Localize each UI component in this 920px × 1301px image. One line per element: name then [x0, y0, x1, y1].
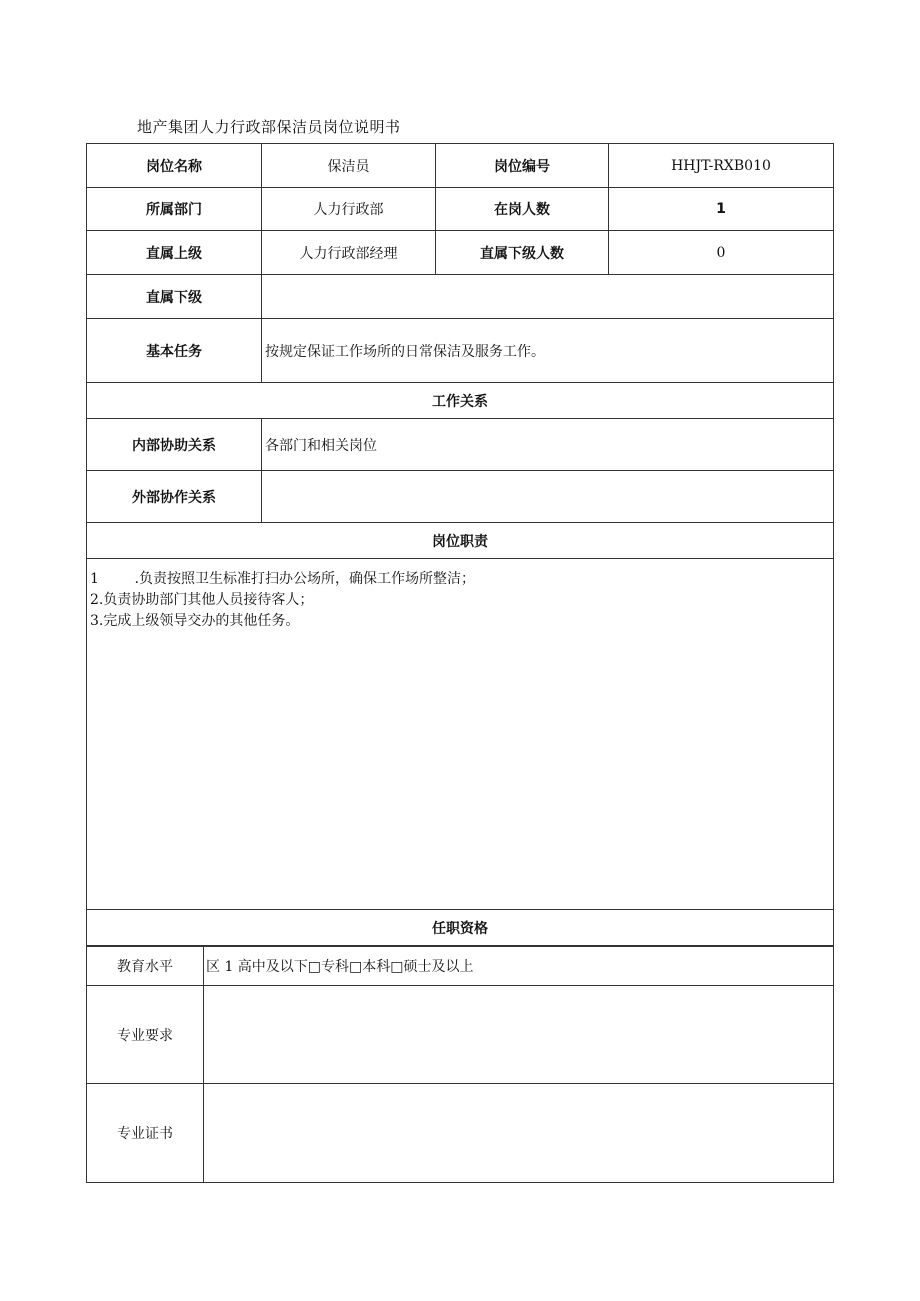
internal-relation-value: 各部门和相关岗位	[262, 419, 834, 471]
certificate-value	[204, 1084, 834, 1183]
subordinate-count-value: 0	[609, 231, 834, 275]
task-label: 基本任务	[87, 319, 262, 383]
duty-item: 1 .负责按照卫生标准打扫办公场所，确保工作场所整洁；	[90, 571, 475, 587]
external-relation-value	[262, 471, 834, 523]
department-label: 所属部门	[87, 188, 262, 231]
row-superior	[87, 231, 834, 275]
row-department	[87, 188, 834, 231]
duties-section-title: 岗位职责	[87, 523, 834, 559]
external-relation-label: 外部协作关系	[87, 471, 262, 523]
row-education	[87, 947, 834, 986]
subordinate-count-label: 直属下级人数	[436, 231, 609, 275]
subordinate-label: 直属下级	[87, 275, 262, 319]
relations-section-title: 工作关系	[87, 383, 834, 419]
row-certificate	[87, 1084, 834, 1183]
row-relations-header	[87, 383, 834, 419]
position-name-value: 保洁员	[262, 144, 436, 188]
education-label: 教育水平	[87, 947, 204, 986]
duty-item: 3.完成上级领导交办的其他任务。	[90, 613, 300, 629]
row-duties	[87, 559, 834, 910]
certificate-label: 专业证书	[87, 1084, 204, 1183]
superior-value: 人力行政部经理	[262, 231, 436, 275]
row-duties-header	[87, 523, 834, 559]
row-subordinate	[87, 275, 834, 319]
headcount-label: 在岗人数	[436, 188, 609, 231]
position-code-label: 岗位编号	[436, 144, 609, 188]
duties-list	[87, 559, 834, 910]
internal-relation-label: 内部协助关系	[87, 419, 262, 471]
row-internal	[87, 419, 834, 471]
qualifications-table	[86, 946, 834, 1183]
headcount-value: 1	[609, 188, 834, 231]
row-major	[87, 986, 834, 1084]
education-options: 区 1 高中及以下□专科□本科□硕士及以上	[204, 947, 834, 986]
row-position	[87, 144, 834, 188]
row-external	[87, 471, 834, 523]
duty-item: 2.负责协助部门其他人员接待客人；	[90, 592, 314, 608]
position-name-label: 岗位名称	[87, 144, 262, 188]
row-qualifications-header	[87, 910, 834, 946]
row-task	[87, 319, 834, 383]
superior-label: 直属上级	[87, 231, 262, 275]
task-value: 按规定保证工作场所的日常保洁及服务工作。	[262, 319, 834, 383]
major-value	[204, 986, 834, 1084]
qualifications-section-title: 任职资格	[87, 910, 834, 946]
document-title: 地产集团人力行政部保洁员岗位说明书	[137, 118, 401, 136]
subordinate-value	[262, 275, 834, 319]
position-code-value: HHJT-RXB010	[609, 144, 834, 188]
department-value: 人力行政部	[262, 188, 436, 231]
job-info-table	[86, 143, 834, 946]
major-label: 专业要求	[87, 986, 204, 1084]
